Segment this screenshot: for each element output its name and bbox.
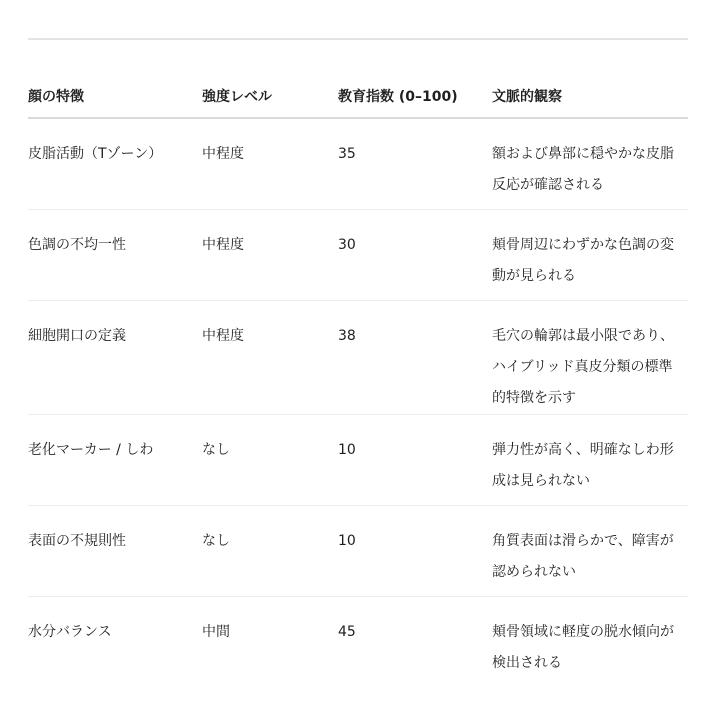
cell-feature: 表面の不規則性	[28, 505, 202, 596]
cell-intensity: 中間	[202, 623, 230, 640]
cell-observation: 頬骨領域に軽度の脱水傾向が検出される	[492, 623, 674, 671]
cell-index: 38	[338, 300, 492, 414]
cell-observation: 角質表面は滑らかで、障害が認められない	[492, 505, 688, 596]
cell-intensity: 中程度	[202, 300, 338, 414]
table-row	[28, 300, 688, 414]
cell-feature: 細胞開口の定義	[28, 300, 202, 414]
cell-index: 45	[338, 623, 356, 640]
cell-intensity: 中程度	[202, 209, 338, 300]
table-body	[28, 118, 688, 687]
cell-observation: 頬骨周辺にわずかな色調の変動が見られる	[492, 209, 688, 300]
cell-index: 10	[338, 505, 492, 596]
facial-features-table	[28, 72, 688, 687]
cell-observation: 毛穴の輪郭は最小限であり、ハイブリッド真皮分類の標準的特徴を示す	[492, 300, 688, 414]
cell-intensity: なし	[202, 505, 338, 596]
cell-intensity: 中程度	[202, 118, 338, 209]
header-intensity: 強度レベル	[202, 72, 338, 118]
cell-intensity: なし	[202, 414, 338, 505]
header-row	[28, 72, 688, 118]
table-row	[28, 209, 688, 300]
header-index: 教育指数 (0–100)	[338, 72, 492, 118]
cell-observation: 額および鼻部に穏やかな皮脂反応が確認される	[492, 118, 688, 209]
cell-index: 35	[338, 118, 492, 209]
cell-feature: 水分バランス	[28, 623, 112, 640]
cell-feature: 色調の不均一性	[28, 209, 202, 300]
cell-index: 30	[338, 209, 492, 300]
table-header	[28, 72, 688, 118]
cell-index: 10	[338, 414, 492, 505]
table-row	[28, 596, 688, 687]
header-feature: 顔の特徴	[28, 72, 202, 118]
cell-feature: 皮脂活動（Tゾーン）	[28, 118, 202, 209]
table-row	[28, 505, 688, 596]
cell-observation: 弾力性が高く、明確なしわ形成は見られない	[492, 414, 688, 505]
cell-feature: 老化マーカー / しわ	[28, 414, 202, 505]
table-row	[28, 414, 688, 505]
table-row	[28, 118, 688, 209]
top-divider	[28, 38, 688, 40]
header-observation: 文脈的観察	[492, 72, 688, 118]
